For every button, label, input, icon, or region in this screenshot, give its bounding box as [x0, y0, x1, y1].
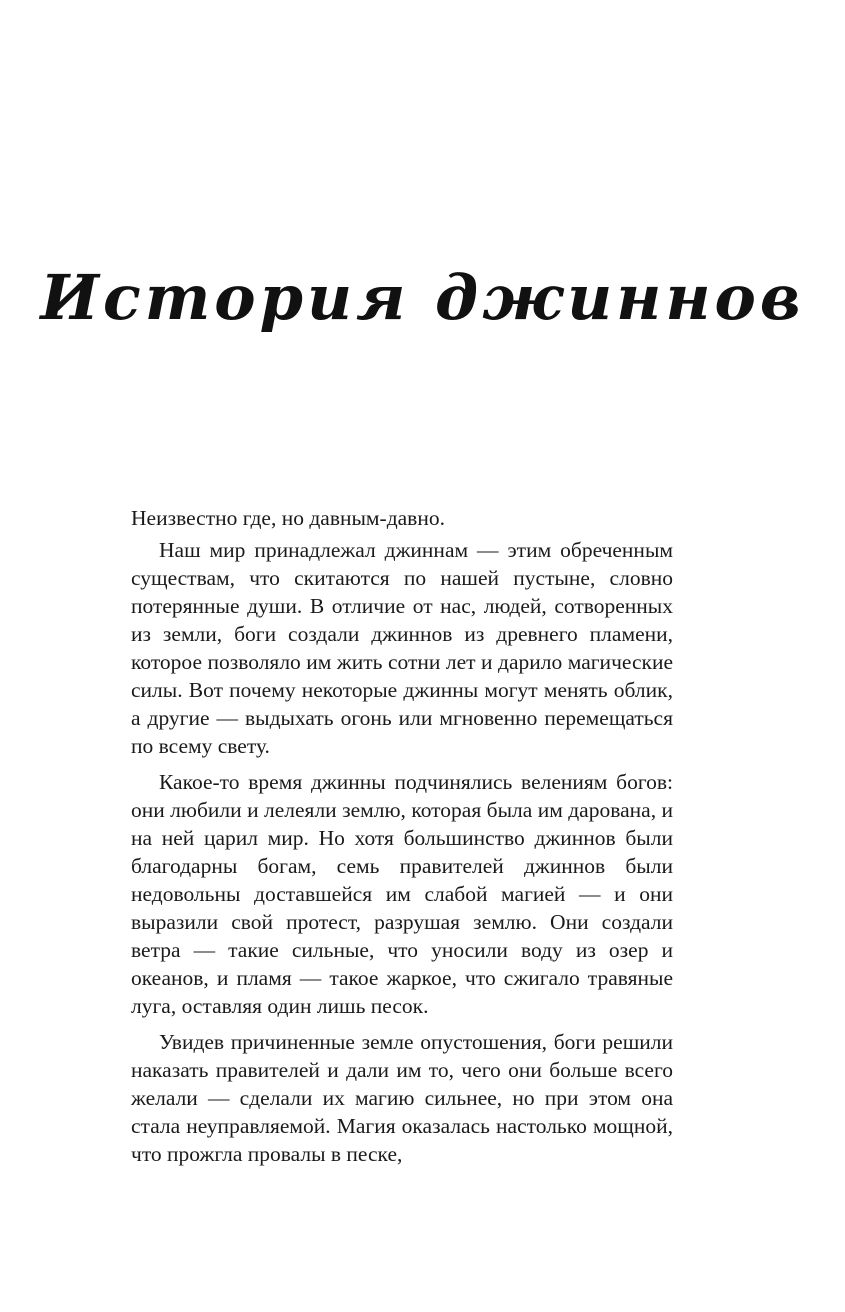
paragraph-1: Неизвестно где, но давным-давно. — [131, 506, 445, 530]
chapter-title: История джиннов — [40, 261, 805, 334]
paragraph-4: Увидев причиненные земле опустошения, боги решили наказать правителей и дали им то, чего они больше всего желали — сделали их магию сильнее, но при этом она стала неуправляемой. Магия оказалась настолько мощной, что прожгла провалы в песке, — [131, 1030, 673, 1166]
paragraph-2: Наш мир принадлежал джиннам — этим обреченным существам, что скитаются по нашей пустыне, словно потерянные души. В отличие от нас, людей, сотворенных из земли, боги создали джиннов из древнего пламени, которое позволяло им жить сотни лет и дарило магические силы. Вот почему некоторые джинны могут менять облик, а другие — выдыхать огонь или мгновенно перемещаться по всему свету. — [131, 538, 673, 758]
body-text — [131, 504, 673, 1176]
paragraph-3: Какое-то время джинны подчинялись велениям богов: они любили и лелеяли землю, которая была им дарована, и на ней царил мир. Но хотя большинство джиннов были благодарны богам, семь правителей джиннов были недовольны доставшейся им слабой магией — и они выразили свой протест, разрушая землю. Они создали ветра — такие сильные, что уносили воду из озер и океанов, и пламя — такое жаркое, что сжигало травяные луга, оставляя один лишь песок. — [131, 770, 673, 1018]
